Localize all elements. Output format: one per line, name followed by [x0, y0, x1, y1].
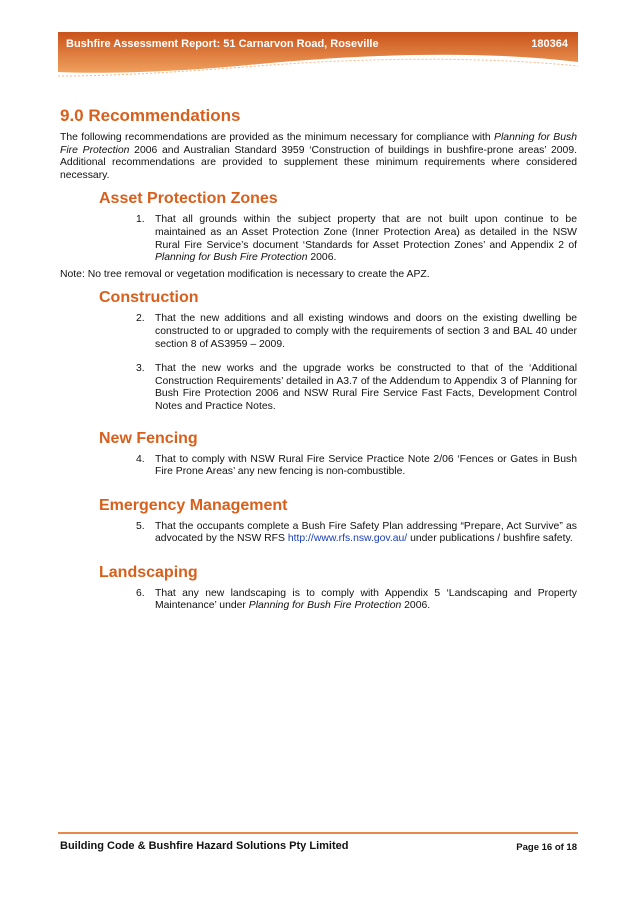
rec5-text-1: That the occupants complete a Bush Fire Safety Plan addressing “Prepare, Act Survive” as advocated by the NSW RFS — [155, 520, 577, 545]
intro-text-1: The following recommendations are provided as the minimum necessary for compliance with — [60, 132, 495, 143]
rec6-text-1: That any new landscaping is to comply with Appendix 5 ‘Landscaping and Property Maintenance’ under — [155, 587, 577, 612]
section-title: 9.0 Recommendations — [60, 106, 241, 125]
page-content — [60, 106, 577, 625]
rec1-emphasis: Planning for Bush Fire Protection — [155, 252, 308, 264]
recommendation-1 — [136, 214, 577, 264]
intro-text-2: 2006 and Australian Standard 3959 ‘Construction of buildings in bushfire-prone areas’ 2009. Additional recommendations are provided to supplement these minimum requirements where considered necessary. — [60, 144, 577, 181]
footer-divider — [58, 832, 578, 834]
apz-note: Note: No tree removal or vegetation modification is necessary to create the APZ. — [60, 268, 430, 280]
recommendation-text: That the new works and the upgrade works be constructed to that of the ‘Additional Construction Requirements’ detailed in A3.7 of the Addendum to Appendix 3 of Planning for Bush Fire Protection 2006 and NSW Rural Fire Service Fast Facts, Development Control Notes and Practice Notes. — [155, 363, 577, 412]
page-header — [58, 32, 578, 88]
rec1-text-1: That all grounds within the subject property that are not built upon continue to be maintained as an Asset Protection Zone (Inner Protection Area) as detailed in the NSW Rural Fire Service’s document ‘Standards for Asset Protection Zones’ and Appendix 2 of — [155, 214, 577, 251]
recommendation-5 — [136, 521, 577, 546]
recommendation-number: 2. — [136, 313, 145, 325]
recommendation-2 — [136, 313, 577, 351]
intro-paragraph — [60, 132, 577, 182]
recommendation-number: 6. — [136, 587, 145, 599]
rec6-emphasis: Planning for Bush Fire Protection — [248, 600, 402, 612]
rec6-text-2: 2006. — [401, 600, 431, 612]
heading-landscaping: Landscaping — [99, 563, 198, 581]
recommendation-number: 3. — [136, 363, 145, 375]
footer-page-number: Page 16 of 18 — [516, 842, 577, 853]
rec1-text-2: 2006. — [307, 252, 337, 264]
recommendation-text — [155, 588, 577, 613]
recommendation-number: 4. — [136, 453, 145, 465]
intro-emphasis: Planning for Bush Fire Protection — [60, 132, 577, 156]
rec5-text-2: under publications / bushfire safety. — [407, 533, 573, 545]
recommendation-text — [155, 214, 577, 264]
heading-new-fencing: New Fencing — [99, 429, 198, 447]
header-title: Bushfire Assessment Report: 51 Carnarvon Road, Roseville — [66, 38, 379, 50]
recommendation-6 — [136, 588, 577, 613]
heading-emergency-management: Emergency Management — [99, 496, 288, 514]
footer-company: Building Code & Bushfire Hazard Solutions Pty Limited — [60, 840, 349, 852]
recommendation-4 — [136, 454, 577, 479]
recommendation-3 — [136, 363, 577, 413]
recommendation-number: 1. — [136, 214, 145, 226]
heading-construction: Construction — [99, 289, 199, 307]
recommendation-text: That the new additions and all existing windows and doors on the existing dwelling be constructed to or upgraded to comply with the requirements of section 3 and BAL 40 under section 8 of AS3959 – 2009. — [155, 313, 577, 350]
header-report-number: 180364 — [531, 38, 568, 50]
recommendation-number: 5. — [136, 520, 145, 532]
rfs-website-link[interactable]: http://www.rfs.nsw.gov.au/ — [287, 533, 408, 545]
recommendation-text: That to comply with NSW Rural Fire Service Practice Note 2/06 ‘Fences or Gates in Bush Fire Prone Areas’ any new fencing is non-combustible. — [155, 453, 577, 478]
recommendation-text — [155, 521, 577, 546]
heading-asset-protection-zones: Asset Protection Zones — [99, 190, 278, 208]
